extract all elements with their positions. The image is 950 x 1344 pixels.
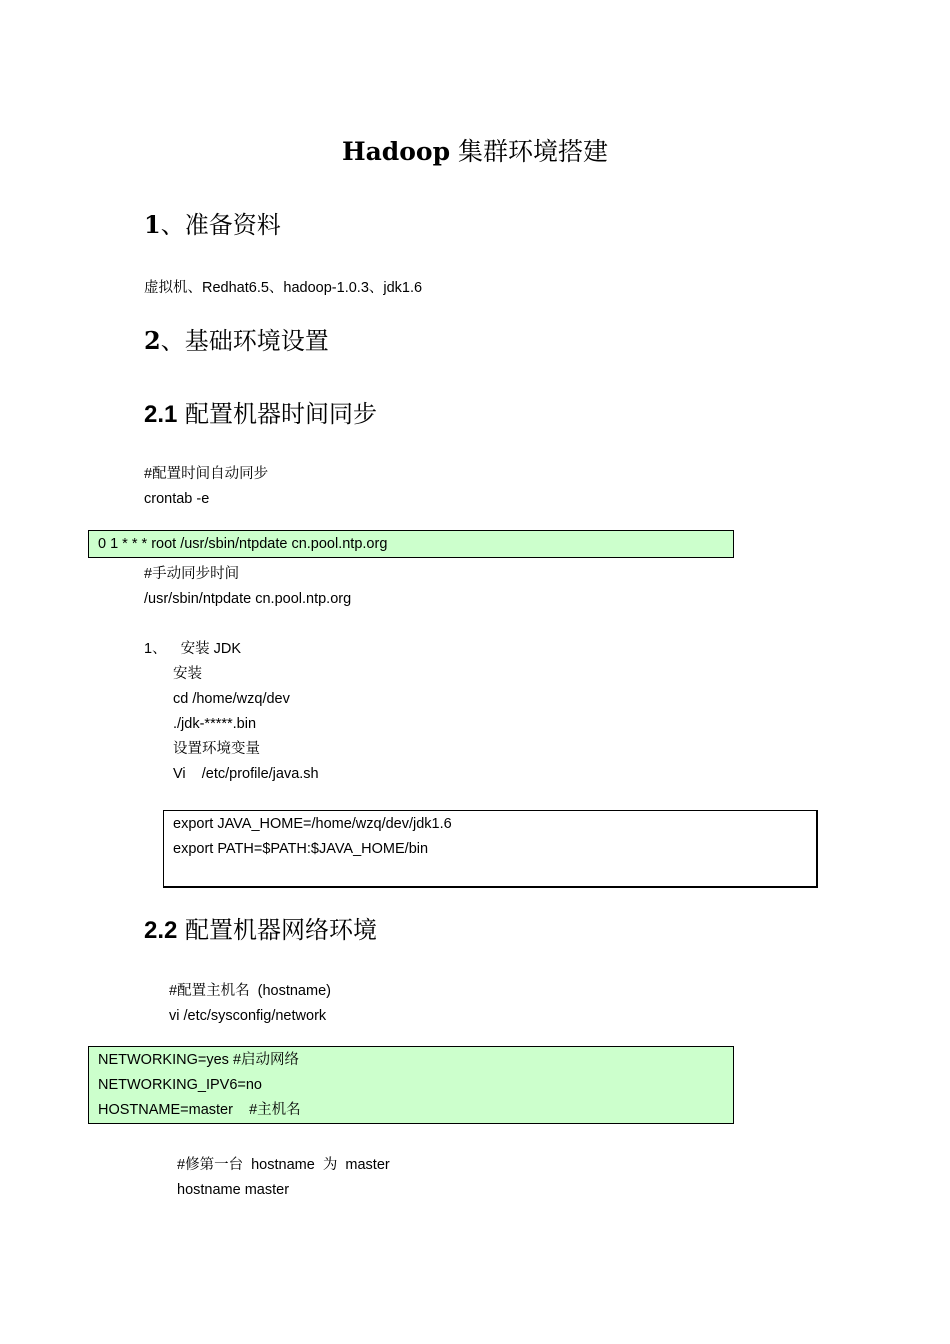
heading-base-env-text: 、基础环境设置: [160, 327, 329, 355]
text-line: /usr/sbin/ntpdate cn.pool.ntp.org: [144, 591, 352, 607]
text-line: crontab -e: [144, 491, 210, 507]
heading-network-env: [144, 910, 377, 945]
prepare-body: 虚拟机、Redhat6.5、hadoop-1.0.3、jdk1.6: [144, 280, 423, 296]
heading-prepare-text: 、准备资料: [160, 211, 281, 239]
code-line: export JAVA_HOME=/home/wzq/dev/jdk1.6: [173, 816, 452, 832]
text-line: Vi /etc/profile/java.sh: [173, 766, 319, 782]
heading-base-env: [144, 321, 329, 356]
text-line: #手动同步时间: [144, 566, 240, 582]
jdk-steps: [173, 662, 319, 787]
jdk-list-item: [144, 637, 241, 662]
java-env-code-box: [163, 810, 818, 888]
code-line: NETWORKING=yes #启动网络: [98, 1052, 300, 1068]
heading-time-sync: [144, 394, 377, 429]
hostname-change-notes: [177, 1153, 390, 1203]
time-sync-notes: [144, 462, 268, 512]
heading-prepare-num: 1: [144, 210, 161, 239]
page-title: [0, 132, 950, 168]
crontab-code-box: [88, 530, 734, 558]
text-line: #配置时间自动同步: [144, 466, 269, 482]
hostname-notes: [169, 979, 331, 1029]
heading-network-env-num: 2.2: [144, 917, 178, 944]
heading-time-sync-num: 2.1: [144, 401, 178, 428]
text-line: #修第一台 hostname 为 master: [177, 1157, 390, 1173]
heading-time-sync-text: 配置机器时间同步: [177, 400, 378, 428]
code-line: NETWORKING_IPV6=no: [98, 1077, 262, 1093]
heading-prepare: [144, 205, 281, 240]
network-code-box: [88, 1046, 734, 1124]
code-line: export PATH=$PATH:$JAVA_HOME/bin: [173, 841, 429, 857]
text-line: cd /home/wzq/dev: [173, 691, 290, 707]
text-line: ./jdk-*****.bin: [173, 716, 257, 732]
title-bold: Hadoop: [341, 137, 451, 166]
manual-sync-notes: [144, 562, 351, 612]
heading-network-env-text: 配置机器网络环境: [177, 916, 378, 944]
title-rest: 集群环境搭建: [450, 137, 609, 166]
code-line: 0 1 * * * root /usr/sbin/ntpdate cn.pool.ntp.org: [98, 536, 388, 552]
text-line: #配置主机名 (hostname): [169, 983, 331, 999]
list-number: 1、: [144, 641, 167, 657]
text-line: 安装: [173, 666, 202, 682]
text-line: hostname master: [177, 1182, 290, 1198]
list-label: 安装 JDK: [180, 641, 241, 657]
heading-base-env-num: 2: [144, 326, 161, 355]
code-line: HOSTNAME=master #主机名: [98, 1102, 301, 1118]
text-line: 设置环境变量: [173, 741, 260, 757]
text-line: vi /etc/sysconfig/network: [169, 1008, 327, 1024]
